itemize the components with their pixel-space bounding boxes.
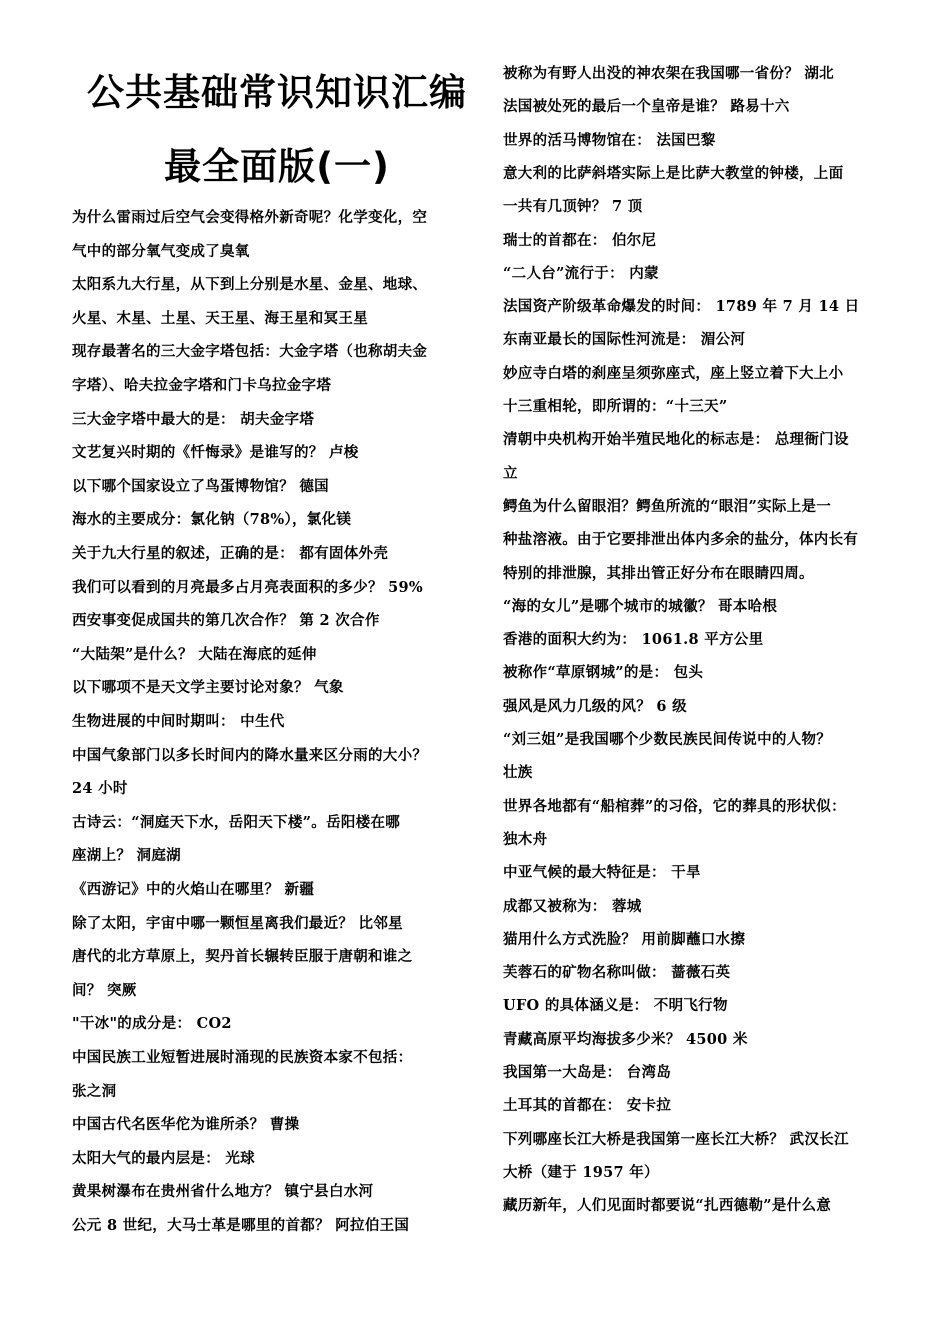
text-line: 下列哪座长江大桥是我国第一座长江大桥？ 武汉长江 — [503, 1130, 849, 1148]
document-title-line-2: 最全面版(一) — [164, 145, 390, 188]
text-line: 西安事变促成国共的第几次合作？ 第 2 次合作 — [72, 612, 380, 630]
text-line: 中国古代名医华佗为谁所杀？ 曹操 — [72, 1116, 300, 1134]
text-line: 壮族 — [503, 764, 533, 782]
text-line: 猫用什么方式洗脸？ 用前脚蘸口水擦 — [503, 930, 746, 948]
text-line: 芙蓉石的矿物名称叫做： 蔷薇石英 — [503, 964, 731, 982]
text-line: 张之洞 — [72, 1082, 117, 1100]
text-line: 意大利的比萨斜塔实际上是比萨大教堂的钟楼，上面 — [503, 164, 844, 182]
text-line: 座湖上？ 洞庭湖 — [72, 847, 181, 865]
text-line: 法国被处死的最后一个皇帝是谁？ 路易十六 — [503, 98, 790, 116]
text-line: 中国气象部门以多长时间内的降水量来区分雨的大小？ — [72, 746, 428, 764]
text-line: 种盐溶液。由于它要排泄出体内多余的盐分，体内长有 — [503, 531, 859, 549]
text-line: 文艺复兴时期的《忏悔录》是谁写的？ 卢梭 — [72, 444, 359, 462]
text-line: 以下哪个国家设立了鸟蛋博物馆？ 德国 — [72, 477, 329, 495]
text-line: 除了太阳，宇宙中哪一颗恒星离我们最近？ 比邻星 — [72, 914, 403, 932]
text-line: 中亚气候的最大特征是： 干旱 — [503, 864, 701, 882]
text-line: 字塔）、哈夫拉金字塔和门卡乌拉金字塔 — [72, 377, 332, 394]
text-line: 东南亚最长的国际性河流是： 湄公河 — [503, 331, 746, 349]
text-line: UFO 的具体涵义是： 不明飞行物 — [503, 997, 728, 1015]
text-line: 间？ 突厥 — [72, 981, 137, 999]
text-line: 鳄鱼为什么留眼泪？鳄鱼所流的“眼泪”实际上是一 — [503, 497, 832, 515]
text-line: “刘三姐”是我国哪个少数民族民间传说中的人物？ — [503, 731, 832, 748]
text-line: 藏历新年，人们见面时都要说“扎西德勒”是什么意 — [503, 1197, 832, 1215]
text-line: “二人台”流行于： 内蒙 — [503, 264, 659, 282]
text-line: 我国第一大岛是： 台湾岛 — [503, 1064, 672, 1081]
text-line: “大陆架”是什么？ 大陆在海底的延伸 — [72, 645, 317, 663]
text-line: 太阳系九大行星，从下到上分别是水星、金星、地球、 — [72, 276, 428, 294]
text-line: 火星、木星、土星、天王星、海王星和冥王星 — [72, 309, 368, 327]
text-line: 独木舟 — [503, 830, 548, 848]
text-line: 成都又被称为： 蓉城 — [503, 897, 642, 915]
text-line: 世界各地都有“船棺葬”的习俗，它的葬具的形状似： — [503, 797, 846, 815]
text-line: "干冰"的成分是： CO2 — [72, 1015, 232, 1033]
text-line: 妙应寺白塔的刹座呈须弥座式，座上竖立着下大上小 — [503, 364, 844, 382]
text-line: 特别的排泄腺，其排出管正好分布在眼睛四周。 — [503, 564, 814, 582]
text-line: 唐代的北方草原上，契丹首长辗转臣服于唐朝和谁之 — [72, 948, 413, 966]
text-line: 中国民族工业短暂进展时涌现的民族资本家不包括： — [72, 1049, 413, 1066]
text-line: 世界的活马博物馆在： 法国巴黎 — [503, 131, 716, 149]
text-line: “海的女儿”是哪个城市的城徽？ 哥本哈根 — [503, 597, 778, 615]
text-line: 土耳其的首都在： 安卡拉 — [503, 1097, 672, 1115]
text-line: 《西游记》中的火焰山在哪里？ 新疆 — [72, 881, 315, 898]
text-line: 被称作“草原钢城”的是： 包头 — [503, 664, 704, 682]
text-line: 被称为有野人出没的神农架在我国哪一省份？ 湖北 — [503, 65, 834, 82]
text-line: 海水的主要成分：氯化钠（78%），氯化镁 — [72, 511, 352, 529]
text-line: 生物进展的中间时期叫： 中生代 — [72, 713, 285, 730]
text-line: 清朝中央机构开始半殖民地化的标志是： 总理衙门设 — [503, 431, 849, 449]
text-line: 现存最著名的三大金字塔包括：大金字塔（也称胡夫金 — [72, 343, 428, 361]
text-line: 香港的面积大约为： 1061.8 平方公里 — [503, 631, 764, 649]
text-line: 十三重相轮，即所谓的：“十三天” — [503, 398, 728, 415]
text-line: 公元 8 世纪，大马士革是哪里的首都？ 阿拉伯王国 — [72, 1217, 410, 1234]
text-line: 强风是风力几级的风？ 6 级 — [503, 697, 687, 715]
text-line: 瑞士的首都在： 伯尔尼 — [503, 231, 657, 249]
document-title-line-1: 公共基础常识知识汇编 — [87, 71, 467, 114]
text-line: 我们可以看到的月亮最多占月亮表面积的多少？ 59% — [72, 578, 424, 596]
text-line: 古诗云：“洞庭天下水，岳阳天下楼”。岳阳楼在哪 — [72, 813, 401, 831]
text-line: 黄果树瀑布在贵州省什么地方？ 镇宁县白水河 — [72, 1183, 374, 1201]
text-line: 法国资产阶级革命爆发的时间： 1789 年 7 月 14 日 — [503, 298, 860, 316]
text-line: 立 — [503, 464, 518, 482]
text-line: 24 小时 — [72, 780, 128, 798]
text-line: 关于九大行星的叙述，正确的是： 都有固体外壳 — [72, 545, 389, 562]
text-line: 以下哪项不是天文学主要讨论对象？ 气象 — [72, 679, 344, 697]
text-line: 为什么雷雨过后空气会变得格外新奇呢？化学变化，空 — [72, 209, 428, 226]
text-line: 三大金字塔中最大的是： 胡夫金字塔 — [72, 410, 315, 428]
text-line: 青藏高原平均海拔多少米？ 4500 米 — [503, 1030, 748, 1048]
text-line: 气中的部分氧气变成了臭氧 — [72, 242, 250, 260]
text-line: 大桥（建于 1957 年） — [503, 1163, 659, 1181]
text-line: 太阳大气的最内层是： 光球 — [72, 1149, 255, 1167]
text-line: 一共有几顶钟？ 7 顶 — [503, 198, 643, 216]
